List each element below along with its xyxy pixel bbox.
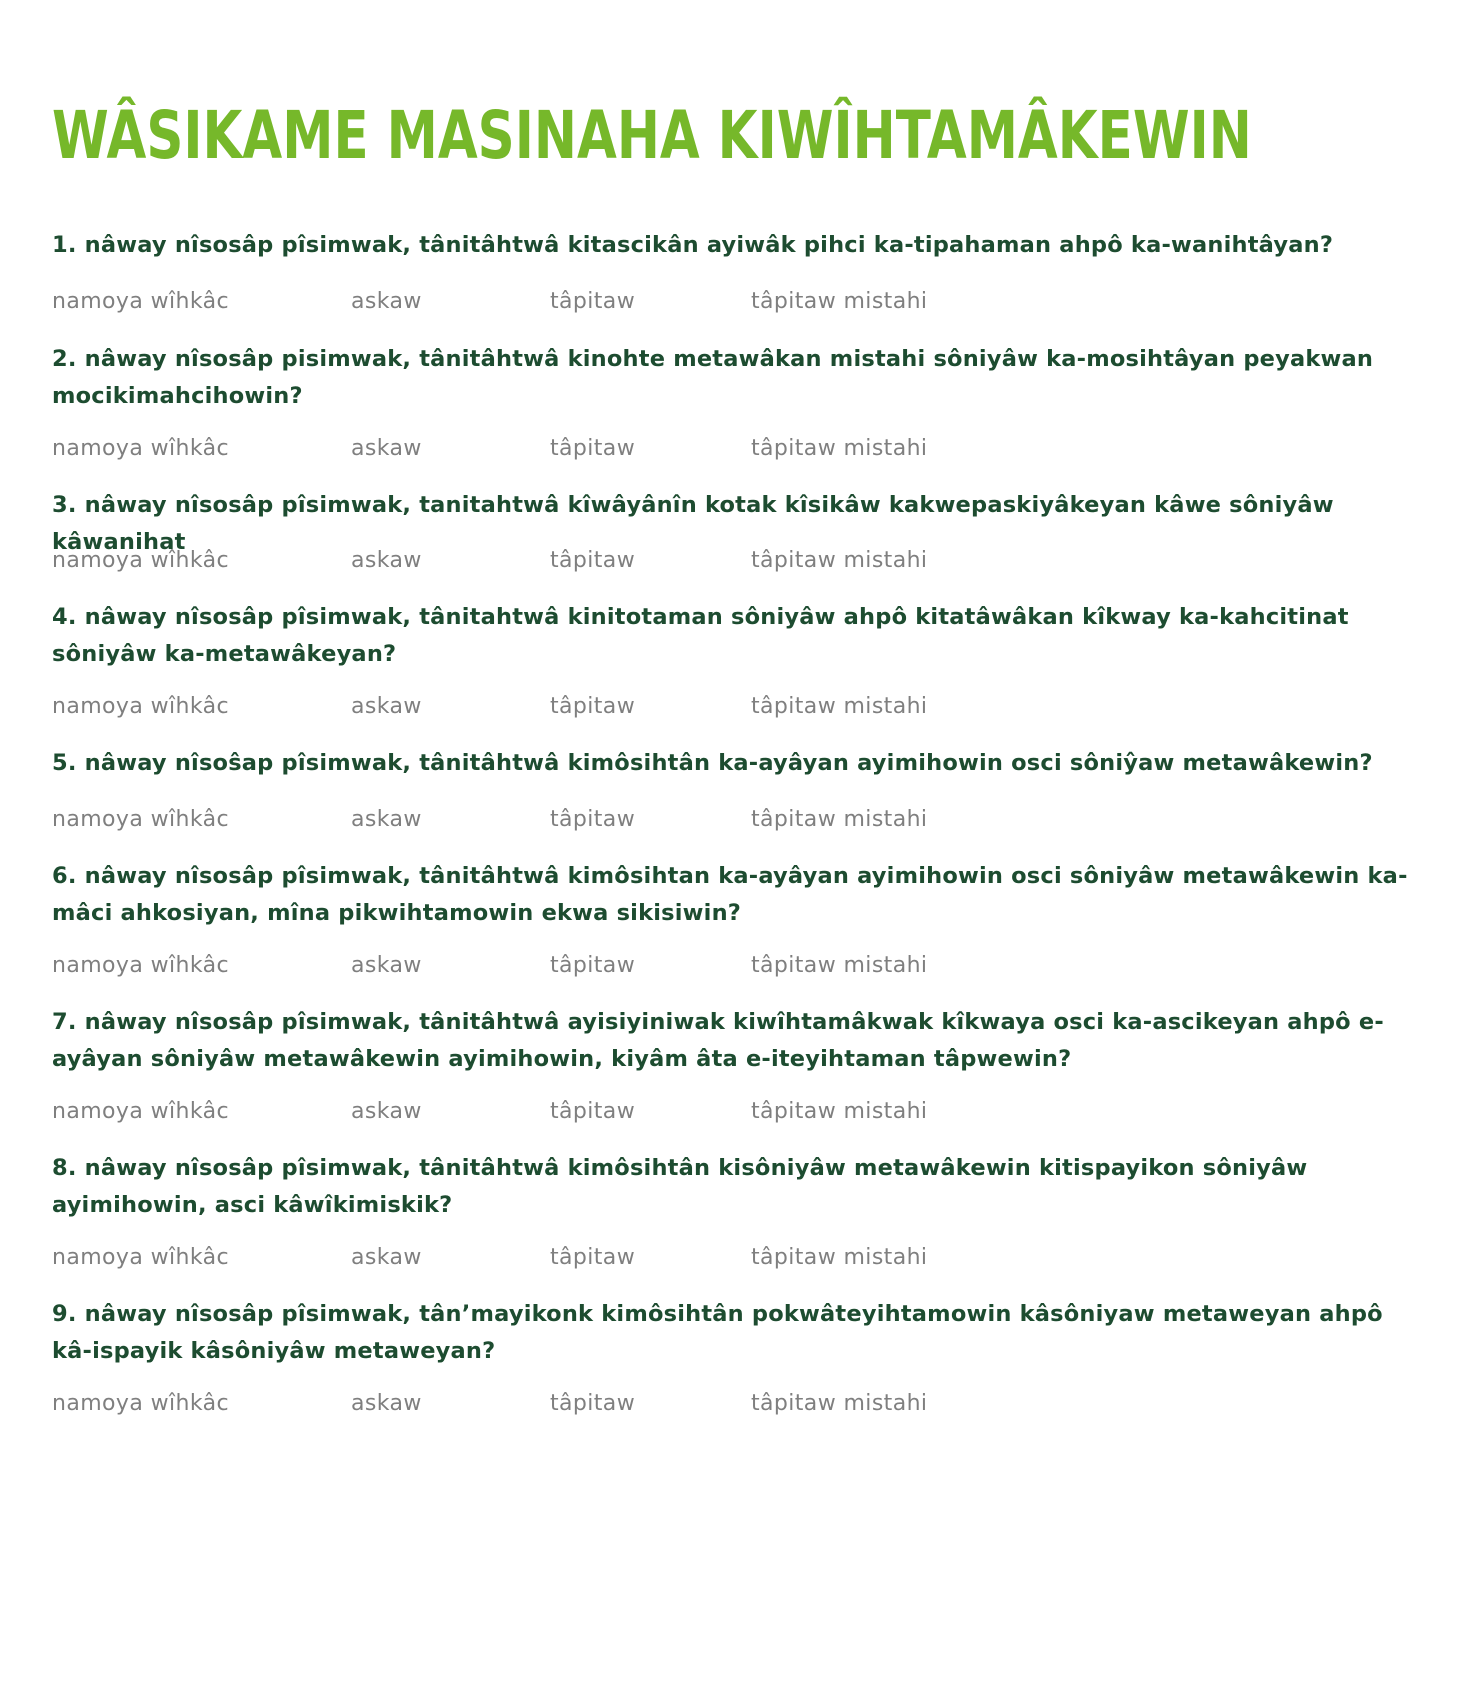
- option-almost-always[interactable]: tâpitaw mistahi: [751, 1099, 928, 1124]
- option-never[interactable]: namoya wîhkâc: [52, 289, 229, 314]
- option-never[interactable]: namoya wîhkâc: [52, 1391, 229, 1416]
- answer-options: [52, 287, 1252, 317]
- option-often[interactable]: tâpitaw: [550, 548, 636, 573]
- option-sometimes[interactable]: askaw: [351, 953, 422, 978]
- option-often[interactable]: tâpitaw: [550, 953, 636, 978]
- answer-options: [52, 692, 1252, 722]
- option-often[interactable]: tâpitaw: [550, 694, 636, 719]
- question-text: 7. nâway nîsosâp pîsimwak, tânitâhtwâ ayisiyiniwak kiwîhtamâkwak kîkwaya osci ka-ascikeyan ahpô e-ayâyan sôniyâw metawâkewin ayimihowin, kiyâm âta e-iteyihtaman tâpwewin?: [52, 1009, 1384, 1072]
- option-never[interactable]: namoya wîhkâc: [52, 436, 229, 461]
- option-never[interactable]: namoya wîhkâc: [52, 548, 229, 573]
- option-often[interactable]: tâpitaw: [550, 1245, 636, 1270]
- question-text: 6. nâway nîsosâp pîsimwak, tânitâhtwâ kimôsihtan ka-ayâyan ayimihowin osci sôniyâw metawâkewin ka-mâci ahkosiyan, mîna pikwihtamowin ekwa sikisiwin?: [52, 863, 1408, 926]
- option-often[interactable]: tâpitaw: [550, 1391, 636, 1416]
- option-sometimes[interactable]: askaw: [351, 548, 422, 573]
- option-almost-always[interactable]: tâpitaw mistahi: [751, 289, 928, 314]
- option-sometimes[interactable]: askaw: [351, 436, 422, 461]
- option-sometimes[interactable]: askaw: [351, 289, 422, 314]
- option-never[interactable]: namoya wîhkâc: [52, 694, 229, 719]
- option-often[interactable]: tâpitaw: [550, 1099, 636, 1124]
- answer-options: [52, 1243, 1252, 1273]
- option-never[interactable]: namoya wîhkâc: [52, 1099, 229, 1124]
- question-text: 4. nâway nîsosâp pîsimwak, tânitahtwâ kinitotaman sôniyâw ahpô kitatâwâkan kîkway ka-kahcitinat sôniyâw ka-metawâkeyan?: [52, 604, 1349, 667]
- question-text: 5. nâway nîsoŝap pîsimwak, tânitâhtwâ kimôsihtân ka-ayâyan ayimihowin osci sôniŷaw metawâkewin?: [52, 750, 1373, 776]
- option-often[interactable]: tâpitaw: [550, 289, 636, 314]
- answer-options: [52, 1097, 1252, 1127]
- question-text: 3. nâway nîsosâp pîsimwak, tanitahtwâ kîwâyânîn kotak kîsikâw kakwepaskiyâkeyan kâwe sôniyâw kâwanihat: [52, 492, 1334, 555]
- option-almost-always[interactable]: tâpitaw mistahi: [751, 548, 928, 573]
- answer-options: [52, 951, 1252, 981]
- option-never[interactable]: namoya wîhkâc: [52, 807, 229, 832]
- option-almost-always[interactable]: tâpitaw mistahi: [751, 694, 928, 719]
- option-almost-always[interactable]: tâpitaw mistahi: [751, 953, 928, 978]
- option-sometimes[interactable]: askaw: [351, 807, 422, 832]
- option-almost-always[interactable]: tâpitaw mistahi: [751, 807, 928, 832]
- answer-options: [52, 805, 1252, 835]
- question-text: 8. nâway nîsosâp pîsimwak, tânitâhtwâ kimôsihtân kisôniyâw metawâkewin kitispayikon sôniyâw ayimihowin, asci kâwîkimiskik?: [52, 1155, 1308, 1218]
- option-never[interactable]: namoya wîhkâc: [52, 953, 229, 978]
- option-never[interactable]: namoya wîhkâc: [52, 1245, 229, 1270]
- option-sometimes[interactable]: askaw: [351, 1391, 422, 1416]
- question-text: 2. nâway nîsosâp pisimwak, tânitâhtwâ kinohte metawâkan mistahi sôniyâw ka-mosihtâyan peyakwan mocikimahcihowin?: [52, 346, 1374, 409]
- answer-options: [52, 546, 1252, 576]
- answer-options: [52, 1389, 1252, 1419]
- option-often[interactable]: tâpitaw: [550, 807, 636, 832]
- option-often[interactable]: tâpitaw: [550, 436, 636, 461]
- option-sometimes[interactable]: askaw: [351, 1245, 422, 1270]
- option-almost-always[interactable]: tâpitaw mistahi: [751, 1391, 928, 1416]
- question-text: 9. nâway nîsosâp pîsimwak, tân’mayikonk kimôsihtân pokwâteyihtamowin kâsôniyaw metaweyan ahpô kâ-ispayik kâsôniyâw metaweyan?: [52, 1301, 1383, 1364]
- option-sometimes[interactable]: askaw: [351, 694, 422, 719]
- question-text: 1. nâway nîsosâp pîsimwak, tânitâhtwâ kitascikân ayiwâk pihci ka-tipahaman ahpô ka-wanihtâyan?: [52, 232, 1334, 258]
- option-almost-always[interactable]: tâpitaw mistahi: [751, 436, 928, 461]
- page-title: WÂSIKAME MASINAHA KIWÎHTAMÂKEWIN: [52, 97, 1252, 174]
- option-sometimes[interactable]: askaw: [351, 1099, 422, 1124]
- option-almost-always[interactable]: tâpitaw mistahi: [751, 1245, 928, 1270]
- answer-options: [52, 434, 1252, 464]
